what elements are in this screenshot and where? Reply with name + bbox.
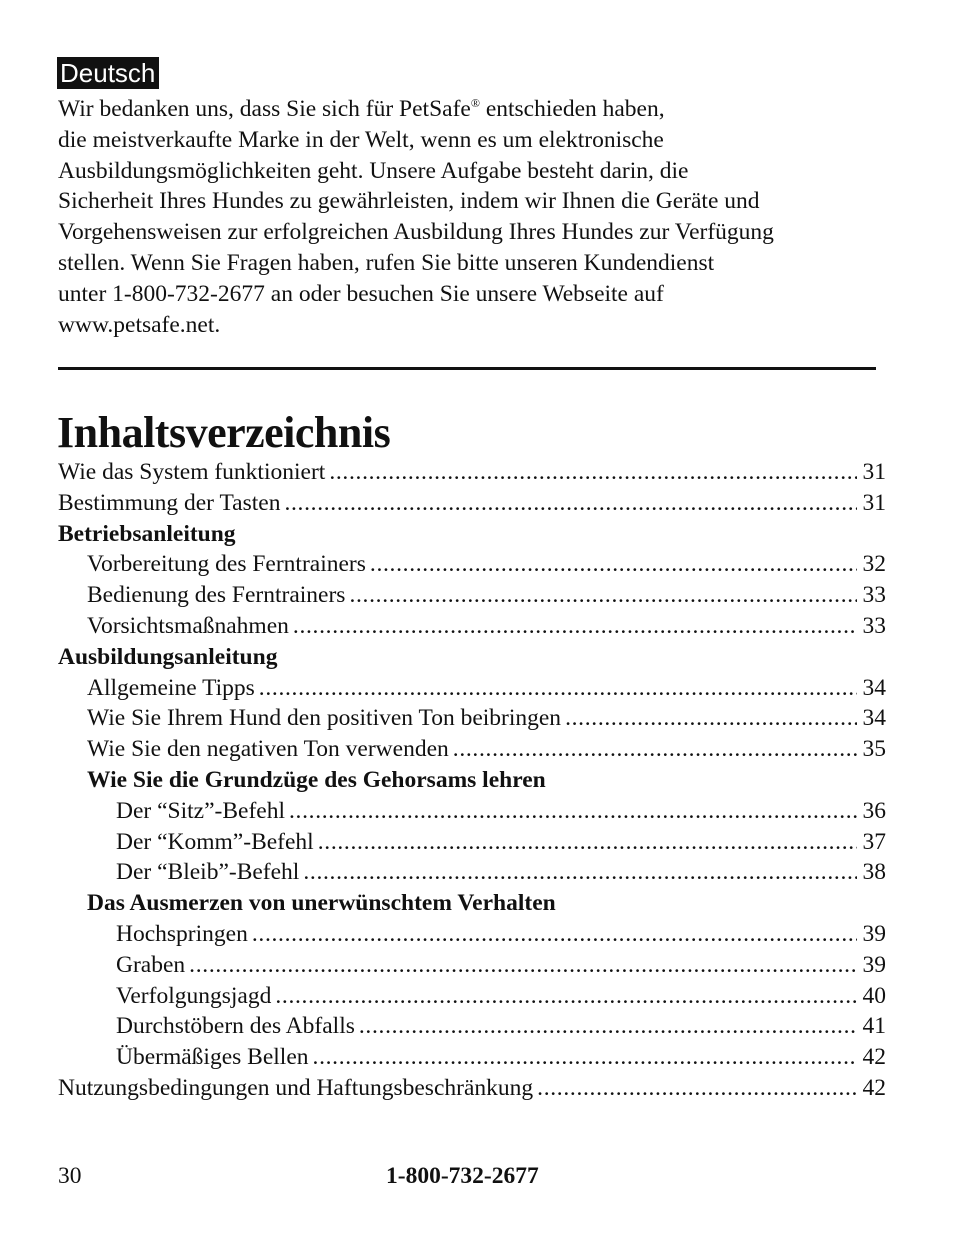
toc-title: Inhaltsverzeichnis [57, 408, 391, 457]
toc-page-number: 34 [862, 674, 886, 701]
toc-leader-dots [453, 734, 857, 765]
toc-entry [58, 1011, 886, 1042]
toc-page-number: 34 [862, 705, 886, 732]
toc-entry [58, 734, 886, 765]
toc-entry-label: Wie Sie Ihrem Hund den positiven Ton beibringen [87, 705, 562, 732]
intro-line [58, 94, 918, 125]
toc-leader-dots [318, 827, 857, 858]
toc-section-heading [58, 642, 886, 673]
toc-heading-label: Das Ausmerzen von unerwünschtem Verhalten [87, 890, 556, 917]
intro-paragraph [58, 94, 918, 340]
toc-leader-dots [252, 919, 857, 950]
toc-page-number: 38 [862, 859, 886, 886]
toc-leader-dots [289, 796, 857, 827]
toc-entry [58, 457, 886, 488]
intro-line: stellen. Wenn Sie Fragen haben, rufen Sie bitte unseren Kundendienst [58, 249, 715, 276]
toc-leader-dots [259, 673, 857, 704]
toc-heading-label: Wie Sie die Grundzüge des Gehorsams lehren [87, 766, 546, 793]
intro-line: Ausbildungsmöglichkeiten geht. Unsere Aufgabe besteht darin, die [58, 157, 689, 184]
toc-page-number: 40 [862, 982, 886, 1009]
toc-entry-label: Vorsichtsmaßnahmen [87, 612, 289, 639]
toc-entry-label: Bestimmung der Tasten [58, 489, 281, 516]
intro-line: unter 1-800-732-2677 an oder besuchen Sie unsere Webseite auf [58, 280, 664, 307]
toc-leader-dots [293, 611, 857, 642]
intro-text: Wir bedanken uns, dass Sie sich für PetSafe [58, 96, 471, 122]
toc-entry [58, 827, 886, 858]
toc-page-number: 39 [862, 951, 886, 978]
toc-entry [58, 857, 886, 888]
toc-entry-label: Der “Sitz”-Befehl [116, 797, 285, 824]
toc-page-number: 32 [862, 551, 886, 578]
toc-leader-dots [359, 1011, 857, 1042]
toc-leader-dots [370, 549, 857, 580]
toc-page-number: 37 [862, 828, 886, 855]
toc-entry-label: Wie Sie den negativen Ton verwenden [87, 736, 449, 763]
toc-entry [58, 703, 886, 734]
toc-entry [58, 673, 886, 704]
toc-entry [58, 580, 886, 611]
intro-line: www.petsafe.net. [58, 311, 221, 338]
toc-entry-label: Wie das System funktioniert [58, 459, 326, 485]
toc-entry [58, 611, 886, 642]
toc-entry-label: Bedienung des Ferntrainers [87, 582, 346, 609]
toc-entry [58, 919, 886, 950]
toc-entry [58, 488, 886, 519]
toc-entry-label: Durchstöbern des Abfalls [116, 1013, 355, 1040]
toc-entry-label: Vorbereitung des Ferntrainers [87, 551, 366, 578]
toc-heading-label: Betriebsanleitung [58, 520, 236, 547]
toc-entry-label: Hochspringen [116, 920, 248, 947]
toc-entry [58, 796, 886, 827]
toc-entry-label: Verfolgungsjagd [116, 982, 272, 1009]
toc-leader-dots [565, 703, 856, 734]
toc-page-number: 31 [862, 459, 886, 485]
language-tag: Deutsch [57, 57, 159, 89]
toc-heading-label: Ausbildungsanleitung [58, 643, 278, 670]
section-divider [58, 367, 876, 370]
toc-entry [58, 950, 886, 981]
footer-page-number: 30 [58, 1163, 82, 1189]
intro-text: entschieden haben, [479, 96, 665, 122]
toc-entry [58, 981, 886, 1012]
toc-leader-dots [537, 1073, 856, 1104]
toc-leader-dots [284, 488, 856, 519]
toc-page-number: 33 [862, 582, 886, 609]
toc-entry-label: Nutzungsbedingungen und Haftungsbeschränkung [58, 1074, 534, 1101]
registered-mark: ® [470, 96, 480, 110]
toc-entry-label: Graben [116, 951, 186, 978]
toc-page-number: 35 [862, 736, 886, 763]
toc-leader-dots [189, 950, 856, 981]
toc-entry-label: Der “Komm”-Befehl [116, 828, 314, 855]
intro-line: die meistverkaufte Marke in der Welt, wenn es um elektronische [58, 126, 664, 153]
intro-line: Sicherheit Ihres Hundes zu gewährleisten, indem wir Ihnen die Geräte und [58, 188, 760, 215]
toc-leader-dots [303, 857, 856, 888]
toc-entry [58, 1073, 886, 1104]
toc-leader-dots [313, 1042, 857, 1073]
footer-phone-number: 1-800-732-2677 [386, 1163, 539, 1189]
toc-page-number: 42 [862, 1044, 886, 1071]
toc-page-number: 39 [862, 920, 886, 947]
toc-page-number: 36 [862, 797, 886, 824]
toc-entry [58, 549, 886, 580]
toc-entry-label: Der “Bleib”-Befehl [116, 859, 300, 886]
intro-line: Vorgehensweisen zur erfolgreichen Ausbildung Ihres Hundes zur Verfügung [58, 219, 774, 246]
toc-entry [58, 1042, 886, 1073]
table-of-contents [58, 457, 886, 1104]
toc-subsection-heading [58, 765, 886, 796]
toc-page-number: 41 [862, 1013, 886, 1040]
toc-entry-label: Übermäßiges Bellen [116, 1044, 309, 1071]
toc-section-heading [58, 519, 886, 550]
toc-entry-label: Allgemeine Tipps [87, 674, 255, 701]
toc-page-number: 31 [862, 489, 886, 516]
toc-page-number: 33 [862, 612, 886, 639]
toc-leader-dots [329, 457, 856, 488]
toc-leader-dots [349, 580, 856, 611]
toc-leader-dots [275, 981, 856, 1012]
toc-subsection-heading [58, 888, 886, 919]
toc-page-number: 42 [862, 1074, 886, 1101]
